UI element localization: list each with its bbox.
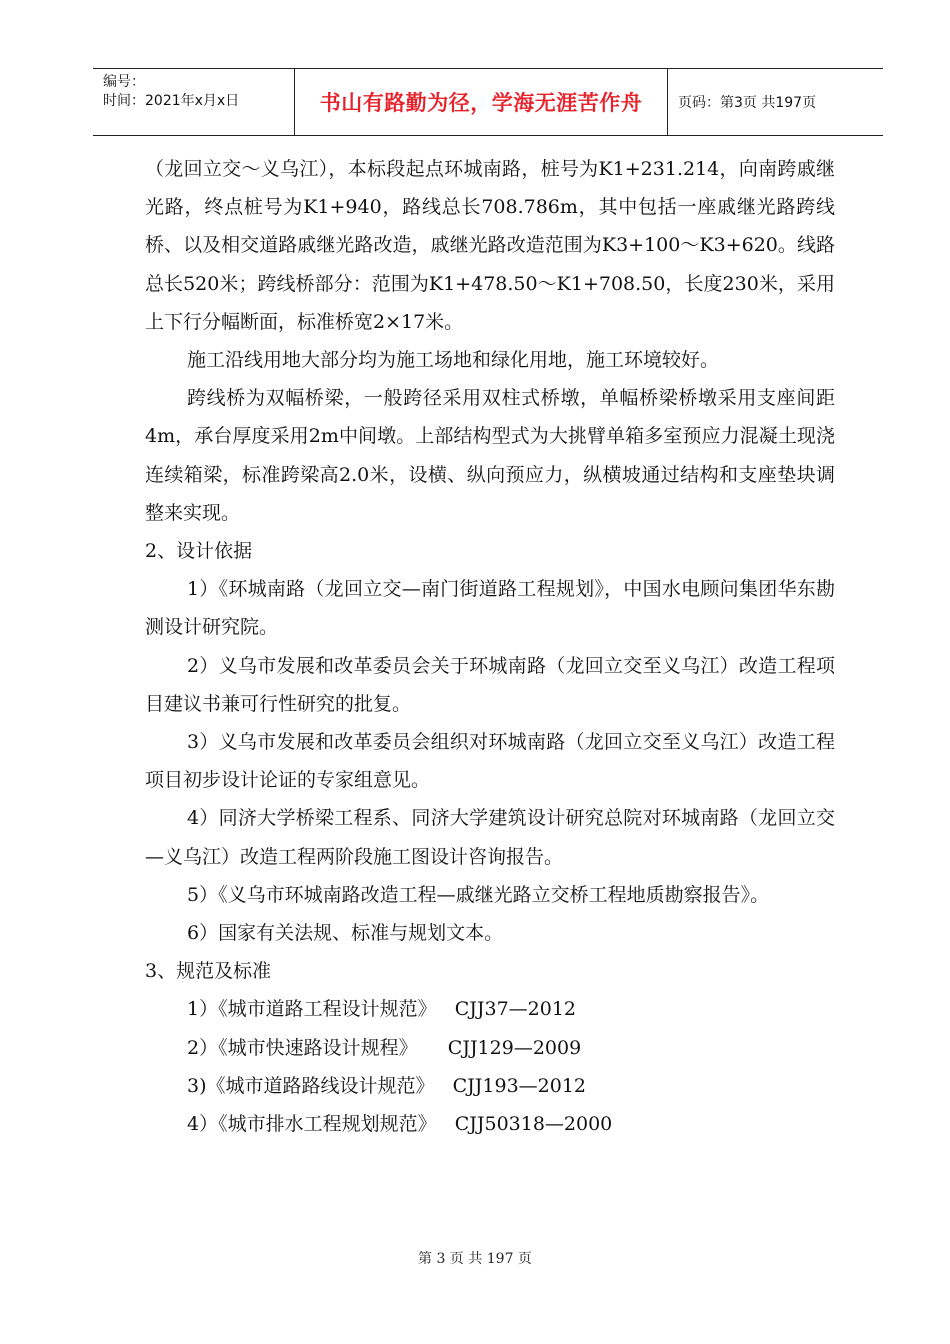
reference-item-2: 2）义乌市发展和改革委员会关于环城南路（龙回立交至义乌江）改造工程项目建议书兼可行性研究的批复。 xyxy=(145,654,835,715)
section-heading-design-basis: 2、设计依据 xyxy=(145,540,253,563)
reference-item-5: 5）《义乌市环城南路改造工程—戚继光路立交桥工程地质勘察报告》。 xyxy=(187,883,770,906)
header-page-info xyxy=(668,69,883,135)
standard-item-4: 4）《城市排水工程规划规范》 CJJ50318—2000 xyxy=(187,1113,613,1136)
header-number-label: 编号： xyxy=(103,74,145,90)
reference-item-4: 4）同济大学桥梁工程系、同济大学建筑设计研究总院对环城南路（龙回立交—义乌江）改造工程两阶段施工图设计咨询报告。 xyxy=(145,807,835,868)
page-header xyxy=(93,68,883,136)
document-body xyxy=(145,150,835,1143)
paragraph-site-conditions: 施工沿线用地大部分均为施工场地和绿化用地，施工环境较好。 xyxy=(187,349,720,372)
header-time-label: 时间：2021年x月x日 xyxy=(103,93,240,109)
reference-item-3: 3）义乌市发展和改革委员会组织对环城南路（龙回立交至义乌江）改造工程项目初步设计论证的专家组意见。 xyxy=(145,731,835,792)
page-footer: 第 3 页 共 197 页 xyxy=(418,1251,532,1267)
paragraph-bridge-structure: 跨线桥为双幅桥梁，一般跨径采用双柱式桥墩，单幅桥梁桥墩采用支座间距4m，承台厚度采用2m中间墩。上部结构型式为大挑臂单箱多室预应力混凝土现浇连续箱梁，标准跨梁高2.0米，设横、纵向预应力，纵横坡通过结构和支座垫块调整来实现。 xyxy=(145,387,835,524)
header-page-label: 页码：第3页 共197页 xyxy=(678,95,817,111)
standard-item-2: 2）《城市快速路设计规程》 CJJ129—2009 xyxy=(187,1036,582,1059)
paragraph-project-overview: （龙回立交～义乌江），本标段起点环城南路，桩号为K1+231.214，向南跨戚继光路，终点桩号为K1+940，路线总长708.786m，其中包括一座戚继光路跨线桥、以及相交道路戚继光路改造，戚继光路改造范围为K3+100～K3+620。线路总长520米；跨线桥部分：范围为K1+478.50～K1+708.50，长度230米，采用上下行分幅断面，标准桥宽2×17米。 xyxy=(145,158,835,333)
header-motto: 书山有路勤为径，学海无涯苦作舟 xyxy=(295,69,668,135)
header-meta xyxy=(93,69,295,135)
standard-item-3: 3)《城市道路路线设计规范》 CJJ193—2012 xyxy=(187,1074,587,1097)
reference-item-1: 1）《环城南路（龙回立交—南门街道路工程规划》，中国水电顾问集团华东勘测设计研究院。 xyxy=(145,578,835,639)
standard-item-1: 1）《城市道路工程设计规范》 CJJ37—2012 xyxy=(187,998,577,1021)
section-heading-standards: 3、规范及标准 xyxy=(145,960,272,983)
reference-item-6: 6）国家有关法规、标准与规划文本。 xyxy=(187,922,504,945)
